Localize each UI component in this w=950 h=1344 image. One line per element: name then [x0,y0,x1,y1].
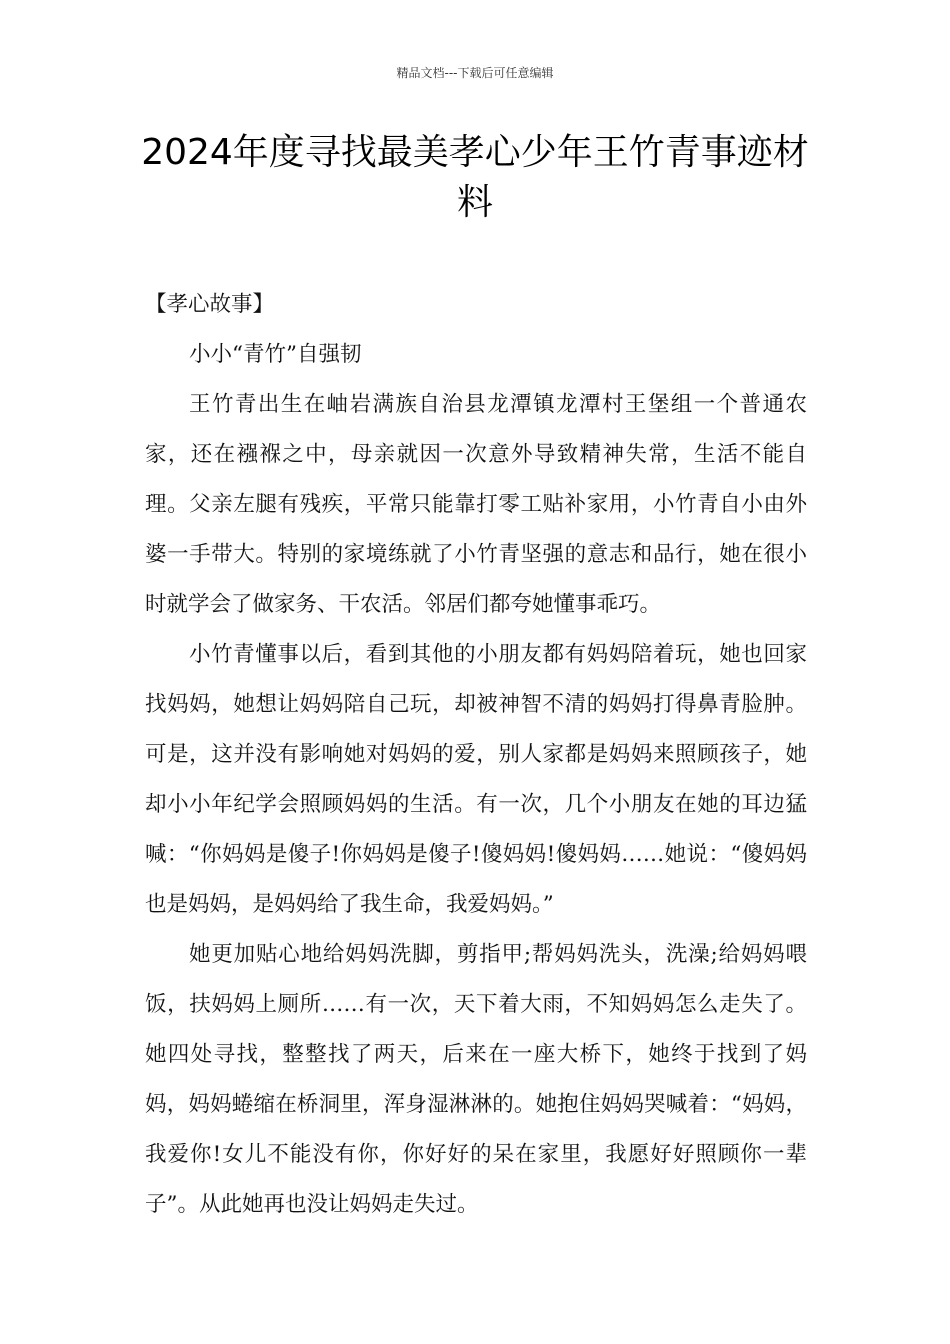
document-body [145,280,807,1230]
paragraph: 王竹青出生在岫岩满族自治县龙潭镇龙潭村王堡组一个普通农家，还在襁褓之中，母亲就因一次意外导致精神失常，生活不能自理。父亲左腿有残疾，平常只能靠打零工贴补家用，小竹青自小由外婆一手带大。特别的家境练就了小竹青坚强的意志和品行，她在很小时就学会了做家务、干农活。邻居们都夸她懂事乖巧。 [145,392,807,617]
header-note: 精品文档---下载后可任意编辑 [396,66,554,80]
paragraph: 她更加贴心地给妈妈洗脚，剪指甲;帮妈妈洗头，洗澡;给妈妈喂饭，扶妈妈上厕所……有一次，天下着大雨，不知妈妈怎么走失了。她四处寻找，整整找了两天，后来在一座大桥下，她终于找到了妈妈，妈妈蜷缩在桥洞里，浑身湿淋淋的。她抱住妈妈哭喊着：“妈妈，我爱你!女儿不能没有你，你好好的呆在家里，我愿好好照顾你一辈子”。从此她再也没让妈妈走失过。 [145,942,807,1217]
paragraph: 小竹青懂事以后，看到其他的小朋友都有妈妈陪着玩，她也回家找妈妈，她想让妈妈陪自己玩，却被神智不清的妈妈打得鼻青脸肿。可是，这并没有影响她对妈妈的爱，别人家都是妈妈来照顾孩子，她却小小年纪学会照顾妈妈的生活。有一次，几个小朋友在她的耳边猛喊：“你妈妈是傻子!你妈妈是傻子!傻妈妈!傻妈妈……她说：“傻妈妈也是妈妈，是妈妈给了我生命，我爱妈妈。” [145,642,807,917]
document-title: 2024年度寻找最美孝心少年王竹青事迹材料 [141,132,809,223]
section-label: 【孝心故事】 [145,292,275,317]
story-subtitle: 小小“青竹”自强韧 [189,342,362,367]
